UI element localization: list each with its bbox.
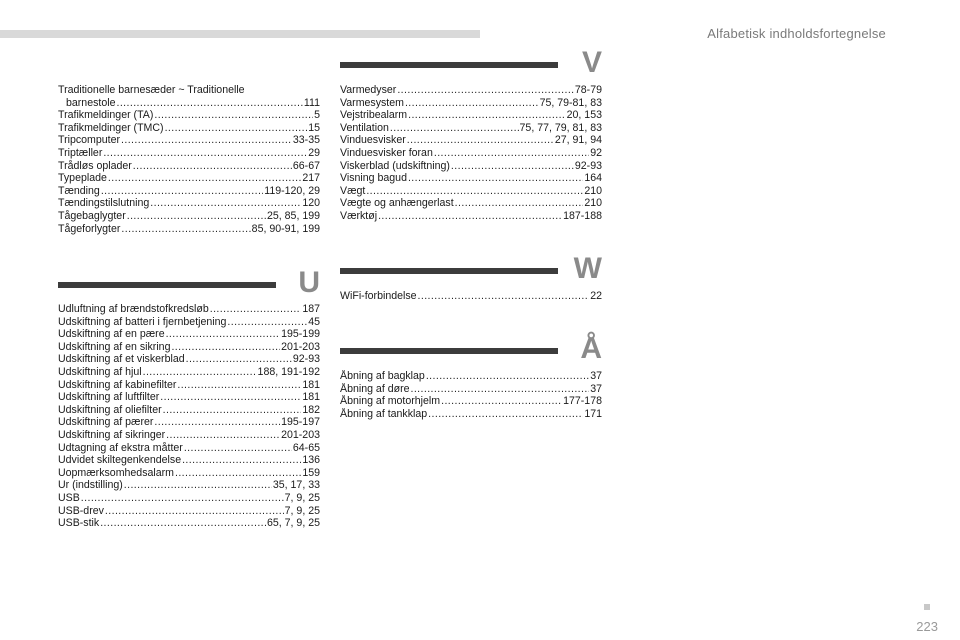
index-entry-pages: 75, 79-81, 83 — [539, 96, 602, 109]
index-entry-label: Udskiftning af kabinefilter — [58, 378, 177, 391]
leader-dots — [143, 366, 257, 379]
index-entry — [340, 210, 602, 223]
index-entry — [58, 353, 320, 366]
page-marker — [924, 604, 930, 610]
index-entry-label: Udskiftning af en sikring — [58, 340, 171, 353]
leader-dots — [108, 172, 301, 185]
index-entry — [58, 429, 320, 442]
index-entry-pages: 27, 91, 94 — [554, 134, 602, 147]
index-entry-label: Viskerblad (udskiftning) — [340, 159, 450, 172]
section-letter-aa: Å — [580, 332, 602, 365]
index-section-w — [340, 290, 602, 303]
index-entry-label: Åbning af motorhjelm — [340, 395, 441, 408]
index-entry-pages: 33-35 — [292, 134, 320, 147]
index-entry-label: Trafikmeldinger (TA) — [58, 109, 154, 122]
index-entry-pages: 195-197 — [281, 416, 320, 429]
index-entry-pages: 66-67 — [292, 159, 320, 172]
index-entry — [340, 84, 602, 97]
index-entry-label: Udskiftning af luftfilter — [58, 391, 160, 404]
index-entry — [340, 395, 602, 408]
index-entry — [340, 109, 602, 122]
index-entry-pages: 111 — [303, 96, 320, 109]
leader-dots — [455, 197, 584, 210]
index-entry-label: Uopmærksomhedsalarm — [58, 466, 174, 479]
leader-dots — [378, 210, 562, 223]
index-entry-label: Vægte og anhængerlast — [340, 197, 454, 210]
index-entry-pages: 64-65 — [292, 441, 320, 454]
leader-dots — [154, 109, 313, 122]
index-entry-label: Tændingstilslutning — [58, 197, 150, 210]
index-entry — [58, 185, 320, 198]
leader-dots — [210, 303, 302, 316]
page-header-title: Alfabetisk indholdsfortegnelse — [707, 26, 886, 41]
index-entry — [58, 223, 320, 236]
index-entry-label: Tågeforlygter — [58, 222, 121, 235]
index-entry-pages: 159 — [302, 466, 320, 479]
leader-dots — [124, 479, 272, 492]
index-entry-pages: 35, 17, 33 — [272, 479, 320, 492]
index-section-aa — [340, 370, 602, 420]
leader-dots — [407, 134, 554, 147]
index-entry-pages: 22 — [590, 290, 602, 302]
index-entry-label: Ur (indstilling) — [58, 479, 123, 492]
leader-dots — [227, 316, 307, 329]
index-entry-pages: 37 — [590, 382, 602, 395]
index-entry — [58, 328, 320, 341]
index-entry-label: Ventilation — [340, 121, 389, 134]
section-letter-u: U — [298, 266, 320, 299]
index-entry-pages: 65, 7, 9, 25 — [266, 517, 320, 530]
index-entry-label: Tænding — [58, 184, 100, 197]
section-rule — [340, 348, 558, 354]
leader-dots — [186, 353, 292, 366]
index-entry-pages: 15 — [308, 121, 320, 134]
index-entry-label: Udskiftning af et viskerblad — [58, 353, 185, 366]
index-entry — [58, 366, 320, 379]
index-entry — [340, 160, 602, 173]
index-entry-pages: 75, 77, 79, 81, 83 — [519, 121, 602, 134]
index-entry-pages: 171 — [584, 407, 602, 420]
index-entry — [58, 416, 320, 429]
index-entry-pages: 78-79 — [574, 84, 602, 96]
index-entry — [340, 197, 602, 210]
leader-dots — [408, 109, 566, 122]
index-entry-label: Åbning af tankklap — [340, 407, 428, 420]
index-entry-pages: 187 — [302, 303, 320, 315]
index-entry-label: Triptæller — [58, 146, 103, 159]
index-entry-label: Typeplade — [58, 172, 107, 185]
index-entry — [340, 122, 602, 135]
leader-dots — [182, 454, 301, 467]
leader-dots — [451, 160, 574, 173]
leader-dots — [81, 492, 284, 505]
index-entry — [58, 404, 320, 417]
index-entry — [340, 383, 602, 396]
index-entry-label: Udvidet skiltegenkendelse — [58, 454, 182, 467]
index-entry — [58, 160, 320, 173]
index-entry-label: Udskiftning af pærer — [58, 416, 154, 429]
index-entry-pages: 195-199 — [281, 328, 320, 341]
index-entry-label: Udskiftning af hjul — [58, 365, 142, 378]
leader-dots — [390, 122, 519, 135]
index-entry-pages: 217 — [302, 172, 320, 185]
leader-dots — [426, 370, 589, 383]
index-entry-pages: 92-93 — [574, 159, 602, 172]
leader-dots — [166, 328, 281, 341]
index-entry — [340, 134, 602, 147]
index-entry — [58, 505, 320, 518]
index-section-u — [58, 303, 320, 530]
index-entry — [58, 303, 320, 316]
index-entry-label: Visning bagud — [340, 172, 407, 185]
index-entry-label: Udskiftning af batteri i fjernbetjening — [58, 315, 227, 328]
index-entry-pages: 188, 191-192 — [257, 365, 320, 378]
index-entry-pages: 177-178 — [563, 395, 602, 408]
index-entry — [340, 370, 602, 383]
index-entry-pages: 25, 85, 199 — [266, 209, 320, 222]
index-entry-pages: 201-203 — [281, 340, 320, 353]
index-entry — [340, 185, 602, 198]
leader-dots — [184, 442, 292, 455]
leader-dots — [121, 223, 250, 236]
index-entry — [58, 172, 320, 185]
index-entry-label: barnestole — [66, 96, 116, 109]
index-entry-pages: 164 — [584, 172, 602, 185]
section-rule — [340, 268, 558, 274]
leader-dots — [100, 517, 266, 530]
index-entry-pages: 119-120, 29 — [264, 184, 320, 197]
index-entry-pages: 45 — [308, 315, 320, 328]
section-letter-v: V — [581, 46, 602, 79]
index-entry — [58, 492, 320, 505]
leader-dots — [177, 379, 301, 392]
index-entry — [58, 134, 320, 147]
index-entry — [58, 442, 320, 455]
index-entry-label: Udskiftning af sikringer — [58, 428, 166, 441]
index-entry-pages: 187-188 — [563, 209, 602, 222]
index-entry-label: Trafikmeldinger (TMC) — [58, 121, 164, 134]
index-entry — [58, 454, 320, 467]
index-entry — [58, 467, 320, 480]
leader-dots — [127, 210, 266, 223]
section-rule — [340, 62, 558, 68]
leader-dots — [101, 185, 263, 198]
index-entry — [58, 341, 320, 354]
leader-dots — [397, 84, 574, 97]
leader-dots — [103, 147, 307, 160]
leader-dots — [133, 160, 292, 173]
index-entry-label: Udluftning af brændstofkredsløb — [58, 303, 209, 315]
leader-dots — [116, 97, 302, 110]
index-entry-label: USB-stik — [58, 517, 100, 530]
index-entry — [340, 290, 602, 303]
index-entry-pages: 181 — [302, 378, 320, 391]
index-entry-label: Traditionelle barnesæder ~ Traditionelle — [58, 84, 245, 96]
index-entry-pages: 7, 9, 25 — [284, 504, 320, 517]
index-entry-label: Vinduesvisker — [340, 134, 406, 147]
index-section-t — [58, 84, 320, 235]
index-entry-label: Trådløs oplader — [58, 159, 132, 172]
index-entry-label: Vægt — [340, 184, 366, 197]
index-entry-pages: 37 — [590, 370, 602, 382]
index-entry — [58, 147, 320, 160]
index-entry-pages: 182 — [302, 403, 320, 416]
leader-dots — [434, 147, 589, 160]
index-entry — [340, 97, 602, 110]
leader-dots — [121, 134, 292, 147]
leader-dots — [150, 197, 301, 210]
index-entry — [58, 379, 320, 392]
index-entry-label: USB-drev — [58, 504, 104, 517]
index-entry-pages: 92 — [590, 146, 602, 159]
index-entry-label: USB — [58, 491, 80, 504]
leader-dots — [171, 341, 280, 354]
index-entry-pages: 5 — [314, 109, 320, 122]
index-entry-pages: 181 — [302, 391, 320, 404]
index-entry — [58, 197, 320, 210]
index-entry-pages: 7, 9, 25 — [284, 491, 320, 504]
leader-dots — [408, 172, 583, 185]
index-entry-pages: 210 — [584, 197, 602, 210]
section-header-aa — [340, 334, 602, 374]
index-entry-pages: 201-203 — [281, 428, 320, 441]
leader-dots — [405, 97, 539, 110]
index-entry — [340, 408, 602, 421]
leader-dots — [105, 505, 284, 518]
section-header-w — [340, 254, 602, 294]
index-entry-label: Udskiftning af en pære — [58, 328, 165, 341]
index-entry-label: Udskiftning af oliefilter — [58, 403, 162, 416]
leader-dots — [411, 383, 590, 396]
index-entry-pages: 29 — [308, 146, 320, 159]
index-entry-label: Varmesystem — [340, 96, 404, 109]
section-rule — [58, 282, 276, 288]
index-entry-label: Varmedyser — [340, 84, 397, 96]
section-header-u — [58, 268, 320, 308]
index-entry — [340, 147, 602, 160]
leader-dots — [165, 122, 308, 135]
section-letter-w: W — [573, 252, 602, 285]
index-entry-label: Åbning af døre — [340, 382, 410, 395]
leader-dots — [428, 408, 583, 421]
index-entry-label: Tripcomputer — [58, 134, 121, 147]
index-entry-pages: 20, 153 — [566, 109, 602, 122]
index-entry — [58, 517, 320, 530]
leader-dots — [418, 290, 590, 303]
index-entry-label: Vinduesvisker foran — [340, 146, 433, 159]
leader-dots — [366, 185, 583, 198]
index-entry-label: Tågebaglygter — [58, 209, 126, 222]
index-entry — [58, 210, 320, 223]
index-entry — [58, 316, 320, 329]
index-entry-pages: 85, 90-91, 199 — [251, 222, 320, 235]
page-number: 223 — [916, 619, 938, 634]
leader-dots — [166, 429, 280, 442]
leader-dots — [441, 395, 562, 408]
index-entry — [58, 479, 320, 492]
index-entry-label: Vejstribealarm — [340, 109, 408, 122]
index-entry — [58, 109, 320, 122]
index-entry-label: Værktøj — [340, 209, 378, 222]
index-entry-label: WiFi-forbindelse — [340, 290, 417, 302]
index-entry-pages: 92-93 — [292, 353, 320, 366]
leader-dots — [154, 416, 280, 429]
leader-dots — [163, 404, 302, 417]
index-entry-pages: 120 — [302, 197, 320, 210]
section-header-v — [340, 48, 602, 88]
index-entry-pages: 210 — [584, 184, 602, 197]
index-entry-label: Udtagning af ekstra måtter — [58, 441, 183, 454]
index-section-v — [340, 84, 602, 223]
leader-dots — [160, 391, 301, 404]
index-entry-label: Åbning af bagklap — [340, 370, 425, 382]
leader-dots — [175, 467, 301, 480]
index-entry-pages: 136 — [302, 454, 320, 467]
header-rule — [0, 30, 480, 38]
index-entry — [340, 172, 602, 185]
index-entry — [58, 84, 320, 109]
index-entry — [58, 391, 320, 404]
index-entry — [58, 122, 320, 135]
